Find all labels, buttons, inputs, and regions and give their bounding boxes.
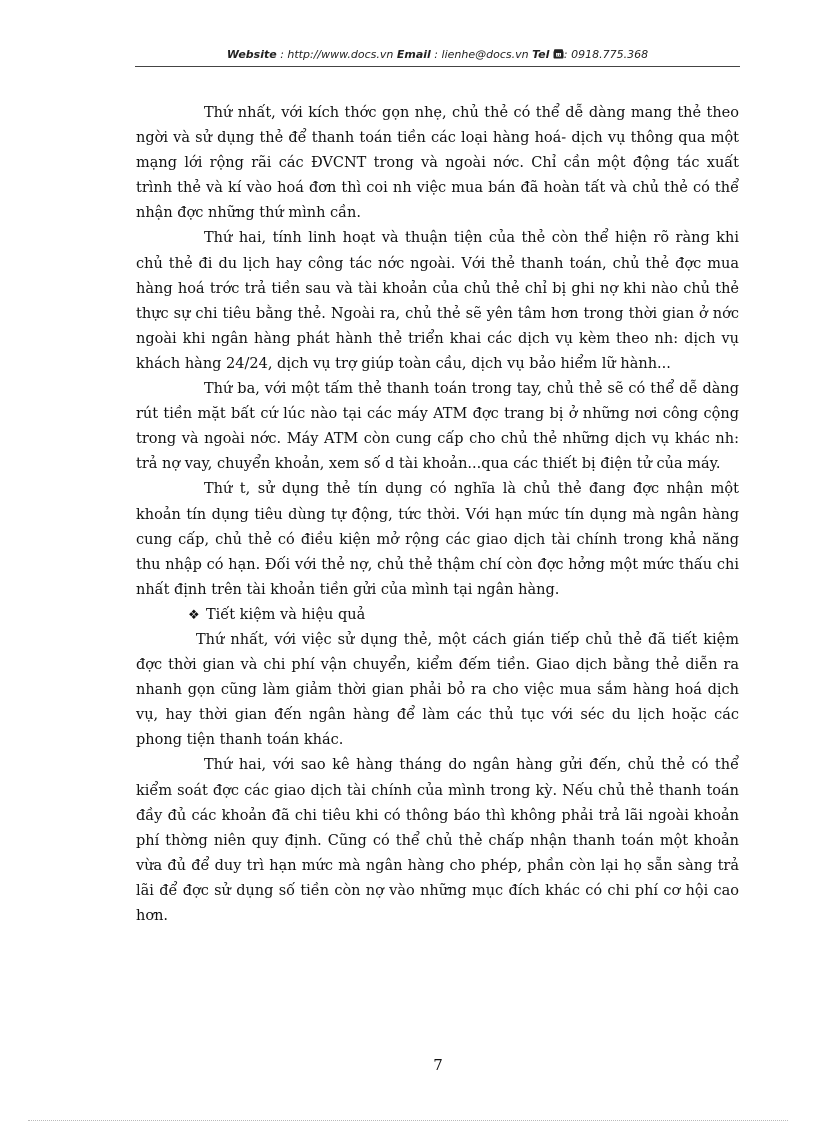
paragraph: Thứ nhất, với việc sử dụng thẻ, một cách gián tiếp chủ thẻ đã tiết kiệm đợc thời gian và chi phí vận chuyển, kiểm đếm tiền. Giao dịch bằng thẻ diễn ra nhanh gọn cũng làm giảm thời gian phải bỏ ra cho việc mua sắm hàng hoá dịch vụ, hay thời gian đến ngân hàng để làm các thủ tục với séc du lịch hoặc các phong tiện thanh toán khác. [136,631,739,749]
page-number: 7 [433,1056,443,1074]
header-divider [135,66,740,67]
diamond-bullet-icon: ❖ [188,607,200,623]
page-header [135,48,740,62]
tel-value: : 0918.775.368 [563,48,649,61]
paragraph: Thứ ba, với một tấm thẻ thanh toán trong tay, chủ thẻ sẽ có thể dễ dàng rút tiền mặt bất cứ lúc nào tại các máy ATM đợc trang bị ở những nơi công cộng trong và ngoài nớc. Máy ATM còn cung cấp cho chủ thẻ những dịch vụ khác nh: trả nợ vay, chuyển khoản, xem số d tài khoản...qua các thiết bị điện tử của máy. [136,381,739,473]
website-label: Website [226,48,277,61]
document-body [136,101,739,929]
section-heading [136,603,739,628]
section-heading-text: Tiết kiệm và hiệu quả [206,606,366,623]
website-value: : http://www.docs.vn [276,48,397,61]
paragraph: Thứ hai, tính linh hoạt và thuận tiện của thẻ còn thể hiện rõ ràng khi chủ thẻ đi du lịch hay công tác nớc ngoài. Với thẻ thanh toán, chủ thẻ đợc mua hàng hoá trớc trả tiền sau và tài khoản của chủ thẻ chỉ bị ghi nợ khi nào chủ thẻ thực sự chi tiêu bằng thẻ. Ngoài ra, chủ thẻ sẽ yên tâm hơn trong thời gian ở nớc ngoài khi ngân hàng phát hành thẻ triển khai các dịch vụ kèm theo nh: dịch vụ khách hàng 24/24, dịch vụ trợ giúp toàn cầu, dịch vụ bảo hiểm lữ hành... [136,230,739,372]
email-label: Email [396,48,431,61]
paragraph: Thứ nhất, với kích thớc gọn nhẹ, chủ thẻ có thể dễ dàng mang thẻ theo ngời và sử dụng thẻ để thanh toán tiền các loại hàng hoá- dịch vụ thông qua một mạng lới rộng rãi các ĐVCNT trong và ngoài nớc. Chỉ cần một động tác xuất trình thẻ và kí vào hoá đơn thì coi nh việc mua bán đã hoàn tất và chủ thẻ có thể nhận đợc những thứ mình cần. [136,105,739,222]
telephone-icon [553,49,564,62]
paragraph: Thứ hai, với sao kê hàng tháng do ngân hàng gửi đến, chủ thẻ có thể kiểm soát đợc các giao dịch tài chính của mình trong kỳ. Nếu chủ thẻ thanh toán đầy đủ các khoản đã chi tiêu khi có thông báo thì không phải trả lãi ngoài khoản phí thờng niên quy định. Cũng có thể chủ thẻ chấp nhận thanh toán một khoản vừa đủ để duy trì hạn mức mà ngân hàng cho phép, phần còn lại họ sẵn sàng trả lãi để đợc sử dụng số tiền còn nợ vào những mục đích khác có chi phí cơ hội cao hơn. [136,757,739,924]
page-bottom-border [28,1120,788,1121]
email-value: : lienhe@docs.vn [430,48,533,61]
tel-label: Tel [532,48,550,61]
paragraph: Thứ t, sử dụng thẻ tín dụng có nghĩa là chủ thẻ đang đợc nhận một khoản tín dụng tiêu dùng tự động, tức thời. Với hạn mức tín dụng mà ngân hàng cung cấp, chủ thẻ có điều kiện mở rộng các giao dịch tài chính trong khả năng thu nhập có hạn. Đối với thẻ nợ, chủ thẻ thậm chí còn đợc hởng một mức thấu chi nhất định trên tài khoản tiền gửi của mình tại ngân hàng. [136,481,739,598]
